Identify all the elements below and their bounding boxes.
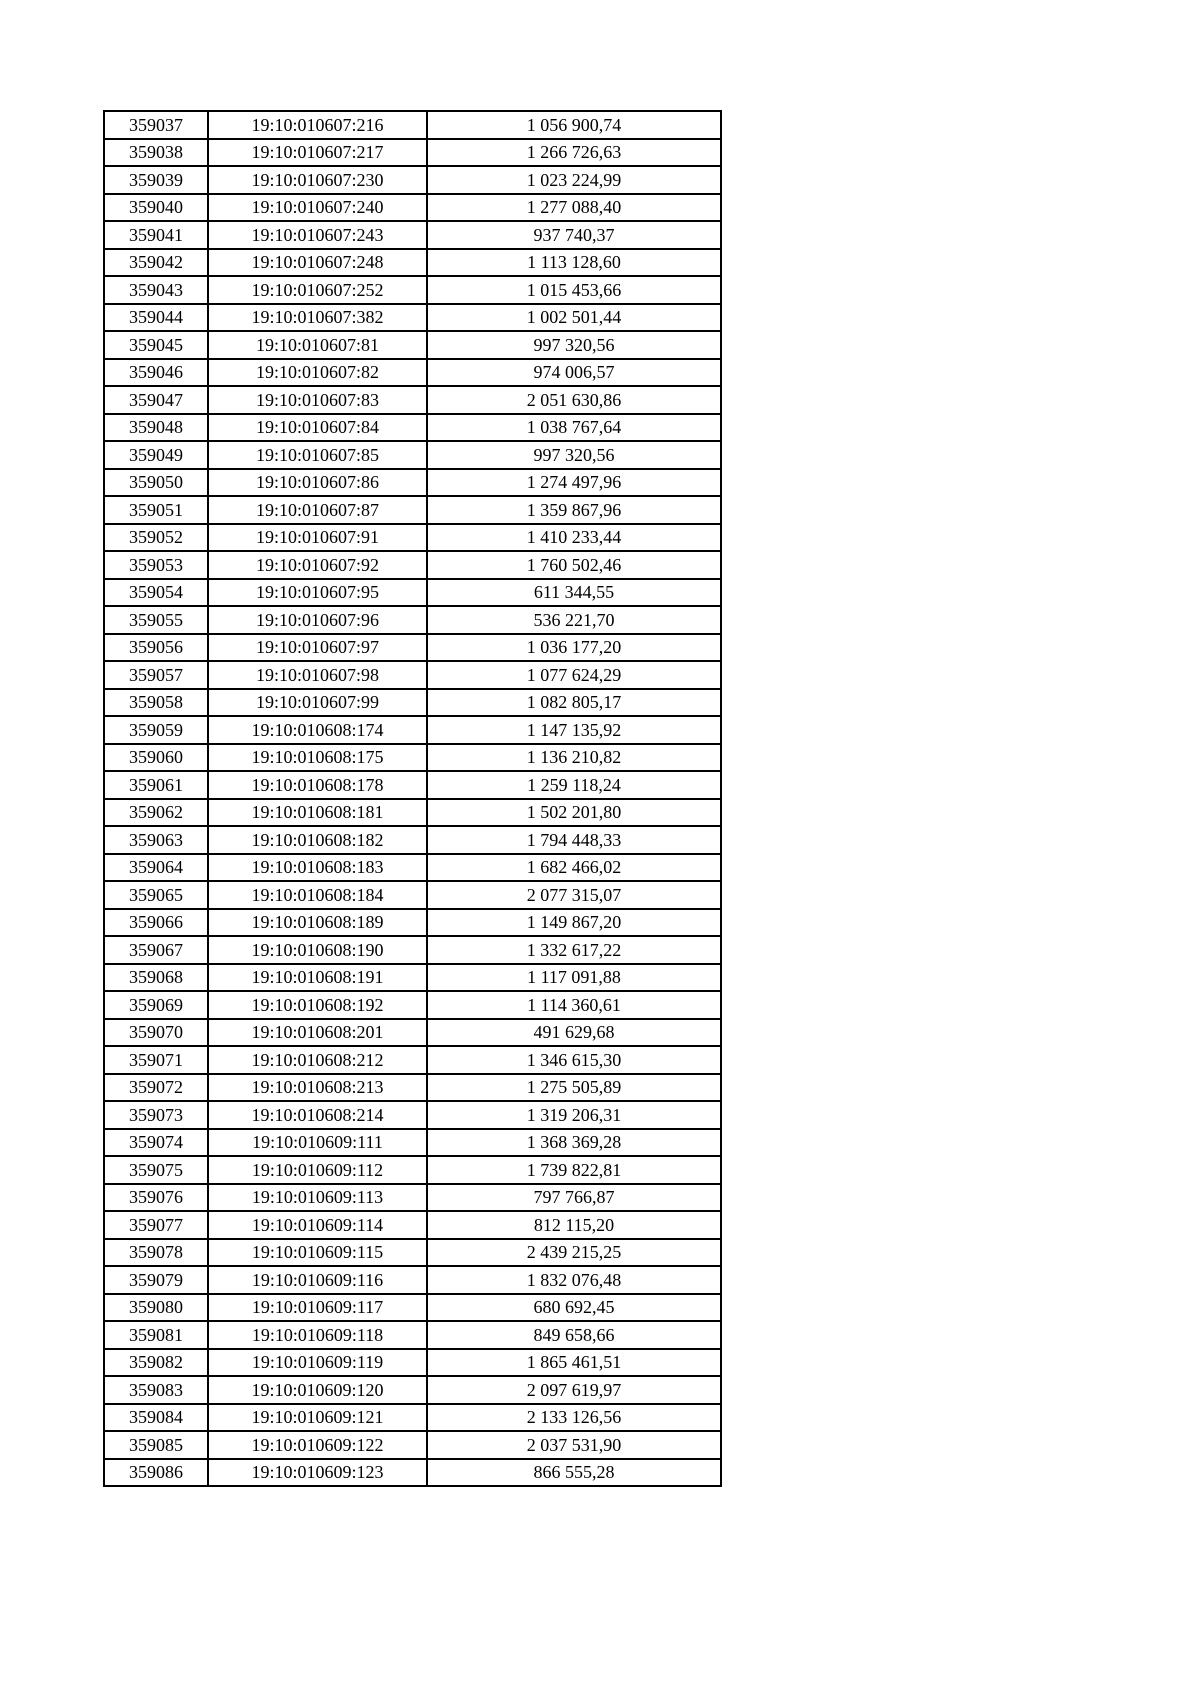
cadastral-number-cell: 19:10:010607:92 <box>208 551 427 579</box>
cadastral-number-cell: 19:10:010609:119 <box>208 1349 427 1377</box>
row-number-cell: 359047 <box>104 386 208 414</box>
table-row <box>104 1184 721 1212</box>
row-number-cell: 359082 <box>104 1349 208 1377</box>
cadastral-number-cell: 19:10:010609:113 <box>208 1184 427 1212</box>
cadastral-number-cell: 19:10:010608:212 <box>208 1046 427 1074</box>
table-row <box>104 964 721 992</box>
cadastral-value-cell: 1 266 726,63 <box>427 139 721 167</box>
cadastral-value-cell: 680 692,45 <box>427 1294 721 1322</box>
cadastral-value-cell: 812 115,20 <box>427 1211 721 1239</box>
row-number-cell: 359086 <box>104 1459 208 1487</box>
cadastral-number-cell: 19:10:010609:116 <box>208 1266 427 1294</box>
row-number-cell: 359042 <box>104 249 208 277</box>
cadastral-value-cell: 1 117 091,88 <box>427 964 721 992</box>
table-row <box>104 1376 721 1404</box>
cadastral-number-cell: 19:10:010609:117 <box>208 1294 427 1322</box>
row-number-cell: 359056 <box>104 634 208 662</box>
row-number-cell: 359071 <box>104 1046 208 1074</box>
row-number-cell: 359051 <box>104 496 208 524</box>
row-number-cell: 359041 <box>104 221 208 249</box>
row-number-cell: 359045 <box>104 331 208 359</box>
cadastral-value-cell: 2 077 315,07 <box>427 881 721 909</box>
row-number-cell: 359039 <box>104 166 208 194</box>
cadastral-value-cell: 1 036 177,20 <box>427 634 721 662</box>
cadastral-value-cell: 2 439 215,25 <box>427 1239 721 1267</box>
row-number-cell: 359060 <box>104 744 208 772</box>
row-number-cell: 359062 <box>104 799 208 827</box>
cadastral-value-cell: 2 037 531,90 <box>427 1431 721 1459</box>
table-row <box>104 1294 721 1322</box>
row-number-cell: 359075 <box>104 1156 208 1184</box>
table-body <box>104 111 721 1486</box>
table-row <box>104 716 721 744</box>
cadastral-value-cell: 1 368 369,28 <box>427 1129 721 1157</box>
cadastral-number-cell: 19:10:010608:183 <box>208 854 427 882</box>
cadastral-number-cell: 19:10:010608:190 <box>208 936 427 964</box>
cadastral-value-cell: 1 113 128,60 <box>427 249 721 277</box>
cadastral-value-cell: 1 760 502,46 <box>427 551 721 579</box>
table-row <box>104 551 721 579</box>
table-row <box>104 991 721 1019</box>
cadastral-number-cell: 19:10:010607:85 <box>208 441 427 469</box>
table-row <box>104 799 721 827</box>
cadastral-value-cell: 797 766,87 <box>427 1184 721 1212</box>
cadastral-value-cell: 1 739 822,81 <box>427 1156 721 1184</box>
cadastral-number-cell: 19:10:010607:252 <box>208 276 427 304</box>
cadastral-number-cell: 19:10:010609:120 <box>208 1376 427 1404</box>
table-row <box>104 496 721 524</box>
row-number-cell: 359076 <box>104 1184 208 1212</box>
table-row <box>104 771 721 799</box>
cadastral-value-cell: 2 133 126,56 <box>427 1404 721 1432</box>
cadastral-number-cell: 19:10:010607:83 <box>208 386 427 414</box>
row-number-cell: 359067 <box>104 936 208 964</box>
table-row <box>104 1074 721 1102</box>
cadastral-value-cell: 536 221,70 <box>427 606 721 634</box>
cadastral-value-cell: 1 077 624,29 <box>427 661 721 689</box>
cadastral-value-cell: 1 082 805,17 <box>427 689 721 717</box>
row-number-cell: 359072 <box>104 1074 208 1102</box>
cadastral-number-cell: 19:10:010608:181 <box>208 799 427 827</box>
cadastral-number-cell: 19:10:010607:382 <box>208 304 427 332</box>
row-number-cell: 359066 <box>104 909 208 937</box>
table-row <box>104 661 721 689</box>
cadastral-number-cell: 19:10:010607:243 <box>208 221 427 249</box>
cadastral-number-cell: 19:10:010607:97 <box>208 634 427 662</box>
cadastral-number-cell: 19:10:010609:122 <box>208 1431 427 1459</box>
cadastral-number-cell: 19:10:010607:98 <box>208 661 427 689</box>
cadastral-number-cell: 19:10:010609:118 <box>208 1321 427 1349</box>
row-number-cell: 359055 <box>104 606 208 634</box>
table-row <box>104 689 721 717</box>
cadastral-number-cell: 19:10:010607:248 <box>208 249 427 277</box>
cadastral-value-cell: 2 051 630,86 <box>427 386 721 414</box>
cadastral-number-cell: 19:10:010608:192 <box>208 991 427 1019</box>
table-row <box>104 744 721 772</box>
row-number-cell: 359073 <box>104 1101 208 1129</box>
table-row <box>104 1019 721 1047</box>
cadastral-value-cell: 1 332 617,22 <box>427 936 721 964</box>
table-row <box>104 249 721 277</box>
row-number-cell: 359070 <box>104 1019 208 1047</box>
row-number-cell: 359084 <box>104 1404 208 1432</box>
cadastral-number-cell: 19:10:010607:217 <box>208 139 427 167</box>
cadastral-value-table <box>103 110 722 1487</box>
row-number-cell: 359085 <box>104 1431 208 1459</box>
row-number-cell: 359046 <box>104 359 208 387</box>
cadastral-value-cell: 611 344,55 <box>427 579 721 607</box>
row-number-cell: 359080 <box>104 1294 208 1322</box>
cadastral-value-cell: 997 320,56 <box>427 331 721 359</box>
row-number-cell: 359077 <box>104 1211 208 1239</box>
table-row <box>104 1321 721 1349</box>
cadastral-number-cell: 19:10:010608:214 <box>208 1101 427 1129</box>
row-number-cell: 359044 <box>104 304 208 332</box>
table-row <box>104 386 721 414</box>
cadastral-value-cell: 1 114 360,61 <box>427 991 721 1019</box>
table-row <box>104 1239 721 1267</box>
cadastral-number-cell: 19:10:010608:182 <box>208 826 427 854</box>
table-row <box>104 1266 721 1294</box>
cadastral-number-cell: 19:10:010608:175 <box>208 744 427 772</box>
table-row <box>104 524 721 552</box>
cadastral-number-cell: 19:10:010609:115 <box>208 1239 427 1267</box>
cadastral-value-cell: 1 832 076,48 <box>427 1266 721 1294</box>
row-number-cell: 359057 <box>104 661 208 689</box>
cadastral-value-cell: 866 555,28 <box>427 1459 721 1487</box>
row-number-cell: 359058 <box>104 689 208 717</box>
cadastral-number-cell: 19:10:010607:84 <box>208 414 427 442</box>
cadastral-value-cell: 1 346 615,30 <box>427 1046 721 1074</box>
cadastral-number-cell: 19:10:010607:87 <box>208 496 427 524</box>
cadastral-value-cell: 1 015 453,66 <box>427 276 721 304</box>
cadastral-number-cell: 19:10:010607:86 <box>208 469 427 497</box>
cadastral-value-cell: 1 056 900,74 <box>427 111 721 139</box>
table-row <box>104 826 721 854</box>
cadastral-value-cell: 1 023 224,99 <box>427 166 721 194</box>
cadastral-number-cell: 19:10:010608:178 <box>208 771 427 799</box>
cadastral-value-cell: 974 006,57 <box>427 359 721 387</box>
cadastral-value-cell: 1 038 767,64 <box>427 414 721 442</box>
row-number-cell: 359069 <box>104 991 208 1019</box>
table-row <box>104 606 721 634</box>
cadastral-number-cell: 19:10:010607:81 <box>208 331 427 359</box>
row-number-cell: 359053 <box>104 551 208 579</box>
table-row <box>104 221 721 249</box>
cadastral-number-cell: 19:10:010607:95 <box>208 579 427 607</box>
row-number-cell: 359052 <box>104 524 208 552</box>
cadastral-value-cell: 1 682 466,02 <box>427 854 721 882</box>
cadastral-number-cell: 19:10:010607:216 <box>208 111 427 139</box>
table-row <box>104 194 721 222</box>
table-row <box>104 276 721 304</box>
cadastral-value-cell: 491 629,68 <box>427 1019 721 1047</box>
cadastral-value-cell: 1 259 118,24 <box>427 771 721 799</box>
row-number-cell: 359061 <box>104 771 208 799</box>
row-number-cell: 359065 <box>104 881 208 909</box>
row-number-cell: 359050 <box>104 469 208 497</box>
row-number-cell: 359043 <box>104 276 208 304</box>
table-row <box>104 166 721 194</box>
cadastral-number-cell: 19:10:010609:114 <box>208 1211 427 1239</box>
cadastral-number-cell: 19:10:010607:240 <box>208 194 427 222</box>
cadastral-number-cell: 19:10:010608:191 <box>208 964 427 992</box>
cadastral-number-cell: 19:10:010607:96 <box>208 606 427 634</box>
row-number-cell: 359049 <box>104 441 208 469</box>
cadastral-value-cell: 1 136 210,82 <box>427 744 721 772</box>
cadastral-value-cell: 1 865 461,51 <box>427 1349 721 1377</box>
cadastral-number-cell: 19:10:010608:189 <box>208 909 427 937</box>
cadastral-number-cell: 19:10:010607:230 <box>208 166 427 194</box>
cadastral-value-cell: 1 794 448,33 <box>427 826 721 854</box>
table-row <box>104 1211 721 1239</box>
cadastral-value-cell: 1 002 501,44 <box>427 304 721 332</box>
cadastral-number-cell: 19:10:010607:91 <box>208 524 427 552</box>
cadastral-number-cell: 19:10:010608:184 <box>208 881 427 909</box>
row-number-cell: 359054 <box>104 579 208 607</box>
table-row <box>104 139 721 167</box>
row-number-cell: 359074 <box>104 1129 208 1157</box>
row-number-cell: 359068 <box>104 964 208 992</box>
cadastral-number-cell: 19:10:010609:123 <box>208 1459 427 1487</box>
table-row <box>104 414 721 442</box>
table-row <box>104 1156 721 1184</box>
cadastral-value-cell: 1 319 206,31 <box>427 1101 721 1129</box>
cadastral-value-cell: 1 410 233,44 <box>427 524 721 552</box>
row-number-cell: 359081 <box>104 1321 208 1349</box>
table-row <box>104 359 721 387</box>
row-number-cell: 359083 <box>104 1376 208 1404</box>
cadastral-value-cell: 1 502 201,80 <box>427 799 721 827</box>
cadastral-number-cell: 19:10:010608:213 <box>208 1074 427 1102</box>
row-number-cell: 359064 <box>104 854 208 882</box>
table-row <box>104 304 721 332</box>
table-row <box>104 1129 721 1157</box>
cadastral-value-cell: 937 740,37 <box>427 221 721 249</box>
cadastral-value-cell: 2 097 619,97 <box>427 1376 721 1404</box>
cadastral-value-cell: 1 359 867,96 <box>427 496 721 524</box>
table-row <box>104 634 721 662</box>
cadastral-number-cell: 19:10:010607:99 <box>208 689 427 717</box>
table-row <box>104 579 721 607</box>
row-number-cell: 359063 <box>104 826 208 854</box>
row-number-cell: 359040 <box>104 194 208 222</box>
cadastral-value-cell: 1 149 867,20 <box>427 909 721 937</box>
cadastral-number-cell: 19:10:010608:174 <box>208 716 427 744</box>
table-row <box>104 441 721 469</box>
table-row <box>104 331 721 359</box>
cadastral-value-cell: 1 277 088,40 <box>427 194 721 222</box>
cadastral-number-cell: 19:10:010608:201 <box>208 1019 427 1047</box>
row-number-cell: 359079 <box>104 1266 208 1294</box>
cadastral-number-cell: 19:10:010609:121 <box>208 1404 427 1432</box>
cadastral-value-cell: 1 275 505,89 <box>427 1074 721 1102</box>
table-row <box>104 1349 721 1377</box>
row-number-cell: 359048 <box>104 414 208 442</box>
table-row <box>104 909 721 937</box>
cadastral-value-cell: 849 658,66 <box>427 1321 721 1349</box>
table-row <box>104 1101 721 1129</box>
cadastral-value-cell: 1 147 135,92 <box>427 716 721 744</box>
cadastral-value-cell: 997 320,56 <box>427 441 721 469</box>
table-row <box>104 1046 721 1074</box>
row-number-cell: 359078 <box>104 1239 208 1267</box>
table-row <box>104 469 721 497</box>
table-row <box>104 881 721 909</box>
cadastral-value-cell: 1 274 497,96 <box>427 469 721 497</box>
table-row <box>104 1431 721 1459</box>
row-number-cell: 359059 <box>104 716 208 744</box>
cadastral-number-cell: 19:10:010609:112 <box>208 1156 427 1184</box>
cadastral-number-cell: 19:10:010609:111 <box>208 1129 427 1157</box>
table-row <box>104 1459 721 1487</box>
cadastral-number-cell: 19:10:010607:82 <box>208 359 427 387</box>
table-row <box>104 1404 721 1432</box>
table-row <box>104 936 721 964</box>
row-number-cell: 359037 <box>104 111 208 139</box>
table-row <box>104 854 721 882</box>
row-number-cell: 359038 <box>104 139 208 167</box>
table-row <box>104 111 721 139</box>
